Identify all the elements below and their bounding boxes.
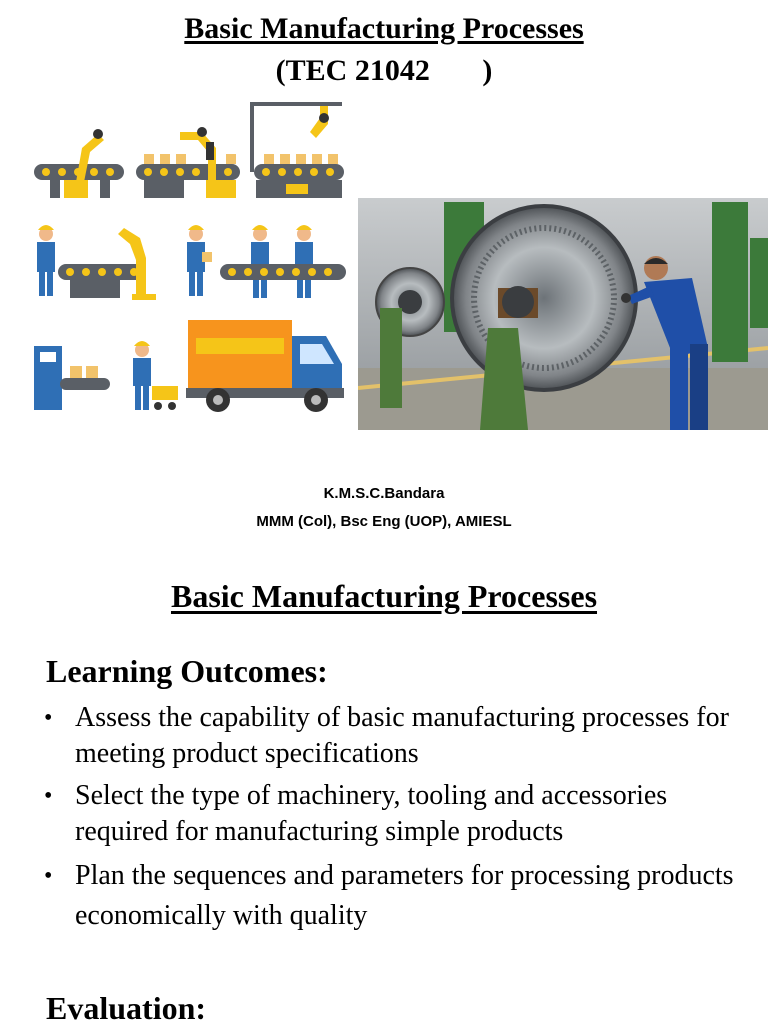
green-machine-column [712,202,748,362]
bullet-icon: • [44,863,53,889]
packaging-machine-icon [34,346,110,410]
outcome-text: Select the type of machinery, tooling and accessories required for manufacturing simple products [75,780,668,847]
course-code: (TEC 21042 ) [275,54,493,87]
learning-outcomes-list [44,700,744,942]
turbine-rotor [452,206,636,390]
delivery-truck-icon [186,320,344,412]
robot-arm-conveyor-icon [250,102,344,198]
turbine-inspection-photo-svg [358,198,768,430]
author-qualifications: MMM (Col), Bsc Eng (UOP), AMIESL [256,513,512,530]
worker-icon [187,225,212,296]
list-item [44,700,744,772]
turbine-inspection-photo [358,198,768,430]
author-name: K.M.S.C.Bandara [323,485,445,502]
outcome-text: Assess the capability of basic manufacturing processes for meeting product specifications [75,702,729,769]
workers-at-conveyor-icon [220,225,346,298]
list-item [44,778,744,850]
list-item [44,856,744,936]
robot-arm-conveyor-icon [34,129,124,198]
worker-conveyor-icon [37,225,156,300]
outcome-text: Plan the sequences and parameters for processing products economically with quality [75,860,734,931]
bullet-icon: • [44,705,53,731]
evaluation-heading: Evaluation: [46,990,207,1026]
section-title: Basic Manufacturing Processes [170,578,598,614]
learning-outcomes-heading: Learning Outcomes: [46,653,328,689]
document-title: Basic Manufacturing Processes [184,12,584,45]
worker-with-cart-icon [133,341,178,410]
bullet-icon: • [44,783,53,809]
robot-arm-conveyor-icon [136,127,240,198]
manufacturing-illustration [20,88,358,430]
manufacturing-illustration-svg [20,88,358,430]
